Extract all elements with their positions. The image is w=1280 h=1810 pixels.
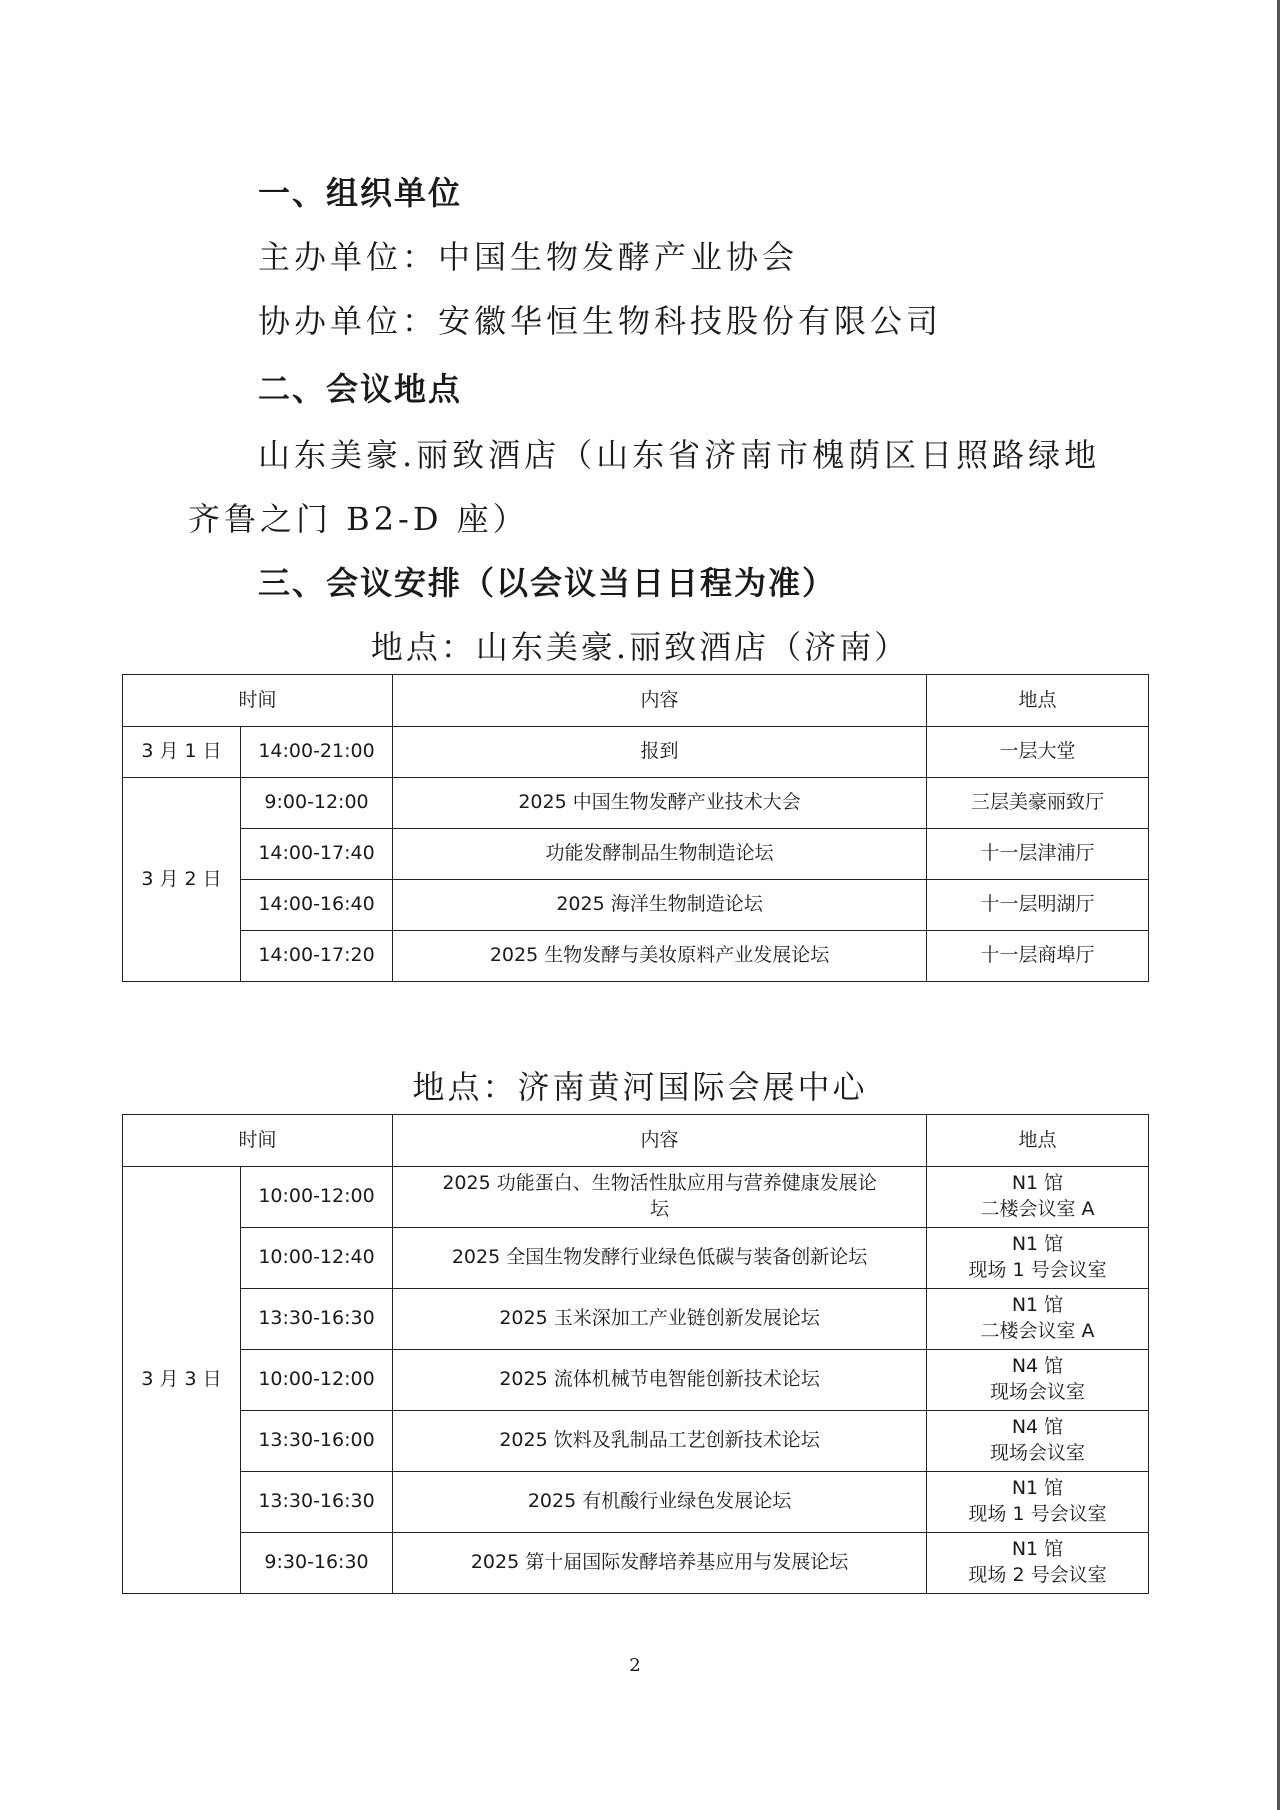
- venue-address-line1: 山东美豪.丽致酒店（山东省济南市槐荫区日照路绿地: [258, 436, 1101, 474]
- header-content: 内容: [393, 675, 927, 727]
- venue-cell: [927, 1472, 1149, 1533]
- venue-address-line2: 齐鲁之门 B2-D 座）: [188, 500, 529, 538]
- date-cell: 3 月 1 日: [123, 727, 241, 778]
- venue-cell: [927, 778, 1149, 829]
- table-row: [123, 778, 1149, 829]
- venue-line: N1 馆: [1011, 1538, 1064, 1561]
- schedule-table-hotel: [122, 674, 1149, 982]
- time-cell: 14:00-17:20: [241, 931, 393, 982]
- table1-caption: 地点：山东美豪.丽致酒店（济南）: [370, 628, 910, 666]
- time-cell: 14:00-17:40: [241, 829, 393, 880]
- content-cell: 2025 流体机械节电智能创新技术论坛: [393, 1350, 927, 1411]
- header-time: 时间: [123, 1115, 393, 1167]
- venue-cell: [927, 1167, 1149, 1228]
- table-row: [123, 1411, 1149, 1472]
- venue-line: 三层美豪丽致厅: [971, 791, 1105, 814]
- co-host-organization: 协办单位：安徽华恒生物科技股份有限公司: [258, 302, 943, 340]
- table-row: [123, 1228, 1149, 1289]
- content-cell: 功能发酵制品生物制造论坛: [393, 829, 927, 880]
- venue-cell: [927, 880, 1149, 931]
- content-cell: 2025 有机酸行业绿色发展论坛: [393, 1472, 927, 1533]
- venue-line: 十一层明湖厅: [980, 893, 1095, 916]
- section2-heading: 二、会议地点: [258, 370, 463, 408]
- venue-cell: [927, 931, 1149, 982]
- table-row: [123, 1167, 1149, 1228]
- time-cell: 9:30-16:30: [241, 1533, 393, 1594]
- venue-line: 十一层津浦厅: [980, 842, 1095, 865]
- header-content: 内容: [393, 1115, 927, 1167]
- time-cell: 13:30-16:30: [241, 1289, 393, 1350]
- venue-cell: [927, 1228, 1149, 1289]
- date-cell: 3 月 3 日: [123, 1167, 241, 1594]
- venue-cell: [927, 1289, 1149, 1350]
- venue-cell: [927, 829, 1149, 880]
- time-cell: 10:00-12:40: [241, 1228, 393, 1289]
- venue-line: 二楼会议室 A: [980, 1320, 1095, 1342]
- content-cell: 2025 功能蛋白、生物活性肽应用与营养健康发展论坛: [393, 1167, 927, 1228]
- content-cell: 2025 玉米深加工产业链创新发展论坛: [393, 1289, 927, 1350]
- venue-line: 现场会议室: [990, 1442, 1086, 1464]
- page-number: 2: [629, 1655, 641, 1676]
- table-row: [123, 829, 1149, 880]
- date-cell: 3 月 2 日: [123, 778, 241, 982]
- time-cell: 10:00-12:00: [241, 1350, 393, 1411]
- venue-line: 二楼会议室 A: [980, 1198, 1095, 1220]
- venue-line: 一层大堂: [999, 740, 1076, 763]
- section3-heading: 三、会议安排（以会议当日日程为准）: [258, 564, 837, 602]
- venue-cell: [927, 1533, 1149, 1594]
- table-row: [123, 1472, 1149, 1533]
- table-row: [123, 1289, 1149, 1350]
- section1-heading: 一、组织单位: [258, 174, 463, 212]
- header-venue: 地点: [927, 1115, 1149, 1167]
- time-cell: 9:00-12:00: [241, 778, 393, 829]
- time-cell: 13:30-16:00: [241, 1411, 393, 1472]
- content-cell: 2025 海洋生物制造论坛: [393, 880, 927, 931]
- table2-caption: 地点：济南黄河国际会展中心: [412, 1068, 868, 1106]
- schedule-table-expo-center: [122, 1114, 1149, 1594]
- content-cell: 报到: [393, 727, 927, 778]
- venue-cell: [927, 1411, 1149, 1472]
- venue-line: N4 馆: [1011, 1355, 1064, 1378]
- venue-line: 现场会议室: [990, 1381, 1086, 1403]
- header-row: [123, 1115, 1149, 1167]
- header-venue: 地点: [927, 675, 1149, 727]
- venue-line: 十一层商埠厅: [980, 944, 1095, 967]
- venue-line: 现场 1 号会议室: [968, 1259, 1107, 1281]
- time-cell: 14:00-21:00: [241, 727, 393, 778]
- venue-line: N4 馆: [1011, 1416, 1064, 1439]
- venue-line: 现场 1 号会议室: [968, 1503, 1107, 1525]
- time-cell: 13:30-16:30: [241, 1472, 393, 1533]
- venue-line: N1 馆: [1011, 1233, 1064, 1256]
- content-cell: 2025 生物发酵与美妆原料产业发展论坛: [393, 931, 927, 982]
- venue-line: N1 馆: [1011, 1294, 1064, 1317]
- venue-line: N1 馆: [1011, 1477, 1064, 1500]
- venue-line: 现场 2 号会议室: [968, 1564, 1107, 1586]
- content-cell: 2025 全国生物发酵行业绿色低碳与装备创新论坛: [393, 1228, 927, 1289]
- table-row: [123, 727, 1149, 778]
- content-cell: 2025 第十届国际发酵培养基应用与发展论坛: [393, 1533, 927, 1594]
- host-organization: 主办单位：中国生物发酵产业协会: [258, 238, 799, 276]
- header-row: [123, 675, 1149, 727]
- table-row: [123, 880, 1149, 931]
- venue-cell: [927, 727, 1149, 778]
- time-cell: 10:00-12:00: [241, 1167, 393, 1228]
- content-cell: 2025 饮料及乳制品工艺创新技术论坛: [393, 1411, 927, 1472]
- venue-line: N1 馆: [1011, 1172, 1064, 1195]
- table-row: [123, 931, 1149, 982]
- header-time: 时间: [123, 675, 393, 727]
- table-row: [123, 1533, 1149, 1594]
- time-cell: 14:00-16:40: [241, 880, 393, 931]
- venue-cell: [927, 1350, 1149, 1411]
- content-cell: 2025 中国生物发酵产业技术大会: [393, 778, 927, 829]
- table-row: [123, 1350, 1149, 1411]
